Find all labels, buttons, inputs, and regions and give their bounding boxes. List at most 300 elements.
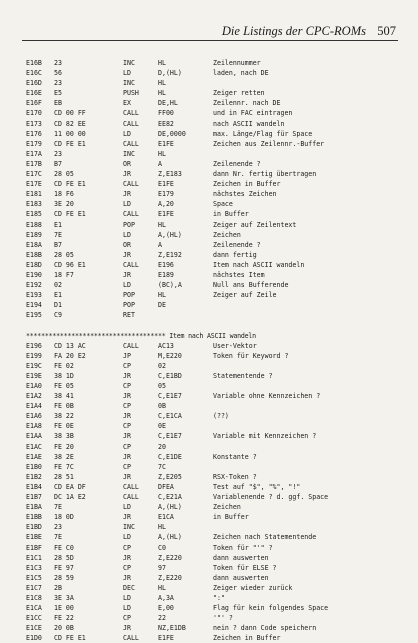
mnemonic: CP <box>123 614 131 623</box>
listing-line <box>26 260 401 270</box>
operand: Z,E220 <box>158 573 182 582</box>
comment: Variable mit Kennzeichen ? <box>213 432 317 441</box>
comment: Item nach ASCII wandeln <box>213 260 305 269</box>
opcode-bytes: 3E 3A <box>54 593 74 602</box>
mnemonic: CP <box>123 462 131 471</box>
listing-line <box>26 300 401 310</box>
address: E1A0 <box>26 382 42 390</box>
comment: nach ASCII wandeln <box>213 119 285 128</box>
opcode-bytes: 1E 00 <box>54 604 74 613</box>
address: E1C5 <box>26 573 42 582</box>
listing-line <box>26 240 401 250</box>
opcode-bytes: 38 3B <box>54 432 74 441</box>
opcode-bytes: FE C0 <box>54 543 74 552</box>
listing-line <box>26 361 401 371</box>
listing-line <box>26 220 401 230</box>
comment: Zeichen nach Statementende <box>213 533 317 542</box>
listing-line <box>26 351 401 361</box>
opcode-bytes: EB <box>54 99 62 108</box>
address: E1CE <box>26 624 42 633</box>
address: E17B <box>26 159 42 168</box>
listing-line <box>26 391 401 401</box>
comment: max. Länge/Flag für Space <box>213 129 313 138</box>
mnemonic: JR <box>123 392 131 401</box>
opcode-bytes: D1 <box>54 301 62 310</box>
operand: A <box>158 240 162 249</box>
operand: E1FE <box>158 634 174 643</box>
comment: Zeiger wieder zurück <box>213 583 293 592</box>
mnemonic: CALL <box>123 139 139 148</box>
opcode-bytes: CD 13 AC <box>54 341 86 350</box>
listing-line <box>26 88 401 98</box>
mnemonic: INC <box>123 59 135 67</box>
listing-line <box>26 512 401 522</box>
listing-line <box>26 189 401 199</box>
address: E16F <box>26 99 42 108</box>
operand: 0B <box>158 402 166 411</box>
comment: Zeilenende ? <box>213 159 261 168</box>
address: E1A4 <box>26 402 42 411</box>
section-title: ************************************* Item nach ASCII wandeln <box>26 331 256 340</box>
address: E194 <box>26 301 42 310</box>
opcode-bytes: CD FE E1 <box>54 634 86 643</box>
address: E1A8 <box>26 422 42 431</box>
opcode-bytes: 3E 20 <box>54 200 74 209</box>
listing-line <box>26 179 401 189</box>
listing-line <box>26 472 401 482</box>
operand: E1FE <box>158 180 174 189</box>
mnemonic: LD <box>123 129 131 138</box>
comment: Variablenende ? d. ggf. Space <box>213 493 329 502</box>
opcode-bytes: FE 7C <box>54 462 74 471</box>
comment: Statementende ? <box>213 371 273 380</box>
page-header <box>22 22 398 41</box>
mnemonic: INC <box>123 523 135 532</box>
mnemonic: CALL <box>123 482 139 491</box>
mnemonic: CALL <box>123 260 139 269</box>
address: E17C <box>26 170 42 179</box>
opcode-bytes: E5 <box>54 89 62 98</box>
address: E1AC <box>26 442 42 451</box>
mnemonic: OR <box>123 159 131 168</box>
mnemonic: CALL <box>123 210 139 219</box>
mnemonic: POP <box>123 220 135 229</box>
mnemonic: JR <box>123 412 131 421</box>
comment: Zeilenende ? <box>213 240 261 249</box>
mnemonic: JR <box>123 270 131 279</box>
comment: und in FAC eintragen <box>213 109 293 118</box>
page-number: 507 <box>377 24 396 38</box>
comment: in Buffer <box>213 210 249 219</box>
operand: AC13 <box>158 341 174 350</box>
section-separator <box>26 331 401 341</box>
listing-line <box>26 623 401 633</box>
comment: Zeichen in Buffer <box>213 180 281 189</box>
opcode-bytes: 2B <box>54 583 62 592</box>
address: E16B <box>26 59 42 67</box>
mnemonic: CP <box>123 543 131 552</box>
comment: Token für ELSE ? <box>213 563 277 572</box>
operand: DE <box>158 301 166 310</box>
comment: dann fertig <box>213 250 257 259</box>
operand: C,E21A <box>158 493 182 502</box>
mnemonic: LD <box>123 503 131 512</box>
opcode-bytes: 28 59 <box>54 573 74 582</box>
address: E1A2 <box>26 392 42 401</box>
mnemonic: JR <box>123 472 131 481</box>
address: E1B2 <box>26 472 42 481</box>
opcode-bytes: E1 <box>54 220 62 229</box>
mnemonic: CALL <box>123 634 139 643</box>
opcode-bytes: 56 <box>54 69 62 78</box>
comment: nächstes Zeichen <box>213 190 277 199</box>
opcode-bytes: 02 <box>54 281 62 290</box>
address: E1BD <box>26 523 42 532</box>
running-title: Die Listings der CPC-ROMs <box>221 24 366 38</box>
comment: Zeichen aus Zeilennr.-Buffer <box>213 139 325 148</box>
comment: Zeiger auf Zeile <box>213 291 277 300</box>
address: E170 <box>26 109 42 118</box>
operand: 97 <box>158 563 166 572</box>
address: E1C8 <box>26 593 42 602</box>
operand: 7C <box>158 462 166 471</box>
operand: HL <box>158 523 166 532</box>
opcode-bytes: 11 00 00 <box>54 129 86 138</box>
operand: DE,0000 <box>158 129 186 138</box>
listing-line <box>26 563 401 573</box>
operand: DE,HL <box>158 99 178 108</box>
comment: Test auf "$", "%", "!" <box>213 482 301 491</box>
mnemonic: POP <box>123 291 135 300</box>
opcode-bytes: FE 20 <box>54 442 74 451</box>
address: E176 <box>26 129 42 138</box>
operand: EE82 <box>158 119 174 128</box>
listing-line <box>26 371 401 381</box>
address: E1D0 <box>26 634 42 643</box>
opcode-bytes: FE 22 <box>54 614 74 623</box>
mnemonic: LD <box>123 593 131 602</box>
opcode-bytes: CD FE E1 <box>54 210 86 219</box>
address: E1A6 <box>26 412 42 421</box>
operand: C,E1E7 <box>158 432 182 441</box>
address: E1CA <box>26 604 42 613</box>
comment: Zeilennr. nach DE <box>213 99 281 108</box>
listing-line <box>26 58 401 68</box>
comment: (??) <box>213 412 229 421</box>
comment: Zeichen <box>213 503 241 512</box>
operand: E189 <box>158 270 174 279</box>
listing-line <box>26 250 401 260</box>
mnemonic: OR <box>123 240 131 249</box>
operand: C,E1DE <box>158 452 182 461</box>
listing-line <box>26 411 401 421</box>
opcode-bytes: FE 05 <box>54 382 74 390</box>
address: E1C1 <box>26 553 42 562</box>
opcode-bytes: 28 51 <box>54 472 74 481</box>
mnemonic: RET <box>123 311 135 320</box>
opcode-bytes: FE 0E <box>54 422 74 431</box>
operand: 0E <box>158 422 166 431</box>
comment: Zeichen in Buffer <box>213 634 281 643</box>
operand: Z,E183 <box>158 170 182 179</box>
listing-line <box>26 149 401 159</box>
mnemonic: CALL <box>123 180 139 189</box>
comment: '"' ? <box>213 614 233 623</box>
address: E1BB <box>26 513 42 522</box>
operand: (BC),A <box>158 281 182 290</box>
address: E18D <box>26 260 42 269</box>
operand: HL <box>158 220 166 229</box>
opcode-bytes: 18 0D <box>54 513 74 522</box>
opcode-bytes: 7E <box>54 230 62 239</box>
address: E1BE <box>26 533 42 542</box>
comment: Zeiger auf Zeilentext <box>213 220 297 229</box>
address: E18B <box>26 250 42 259</box>
operand: E1FE <box>158 139 174 148</box>
opcode-bytes: 7E <box>54 533 62 542</box>
opcode-bytes: 23 <box>54 523 62 532</box>
listing-line <box>26 421 401 431</box>
mnemonic: JP <box>123 351 131 360</box>
opcode-bytes: CD FE E1 <box>54 139 86 148</box>
opcode-bytes: CD FE E1 <box>54 180 86 189</box>
listing-line <box>26 270 401 280</box>
opcode-bytes: FE 02 <box>54 361 74 370</box>
opcode-bytes: 28 05 <box>54 170 74 179</box>
listing-line <box>26 593 401 603</box>
listing-line <box>26 573 401 583</box>
listing-line <box>26 230 401 240</box>
address: E173 <box>26 119 42 128</box>
address: E1CC <box>26 614 42 623</box>
mnemonic: LD <box>123 533 131 542</box>
mnemonic: JR <box>123 624 131 633</box>
operand: A,(HL) <box>158 503 182 512</box>
opcode-bytes: E1 <box>54 291 62 300</box>
opcode-bytes: FA 20 E2 <box>54 351 86 360</box>
listing-line <box>26 532 401 542</box>
comment: RSX-Token ? <box>213 472 257 481</box>
address: E193 <box>26 291 42 300</box>
mnemonic: JR <box>123 513 131 522</box>
mnemonic: JR <box>123 432 131 441</box>
address: E185 <box>26 210 42 219</box>
address: E19E <box>26 371 42 380</box>
comment: laden, nach DE <box>213 69 269 78</box>
listing-line <box>26 401 401 411</box>
comment: ":" <box>213 593 225 602</box>
listing-line <box>26 341 401 351</box>
operand: C,E1E7 <box>158 392 182 401</box>
operand: HL <box>158 89 166 98</box>
address: E181 <box>26 190 42 199</box>
listing-line <box>26 633 401 643</box>
mnemonic: CP <box>123 361 131 370</box>
listing-line <box>26 108 401 118</box>
operand: HL <box>158 149 166 158</box>
listing-line <box>26 98 401 108</box>
address: E17A <box>26 149 42 158</box>
comment: Space <box>213 200 233 209</box>
mnemonic: CP <box>123 563 131 572</box>
listing-line <box>26 381 401 391</box>
address: E1C7 <box>26 583 42 592</box>
opcode-bytes: 38 2E <box>54 452 74 461</box>
comment: nein ? dann Code speichern <box>213 624 317 633</box>
address: E192 <box>26 281 42 290</box>
mnemonic: JR <box>123 573 131 582</box>
operand: Z,E220 <box>158 553 182 562</box>
listing-line <box>26 199 401 209</box>
blank-line <box>26 320 401 330</box>
operand: Z,E192 <box>158 250 182 259</box>
listing-line <box>26 603 401 613</box>
comment: in Buffer <box>213 513 249 522</box>
address: E16C <box>26 69 42 78</box>
comment: Zeichen <box>213 230 241 239</box>
listing-line <box>26 280 401 290</box>
listing-line <box>26 442 401 452</box>
opcode-bytes: 38 41 <box>54 392 74 401</box>
operand: 02 <box>158 361 166 370</box>
address: E179 <box>26 139 42 148</box>
address: E1AA <box>26 432 42 441</box>
listing-line <box>26 119 401 129</box>
listing-line <box>26 129 401 139</box>
address: E195 <box>26 311 42 320</box>
address: E1BF <box>26 543 42 552</box>
opcode-bytes: 28 5D <box>54 553 74 562</box>
operand: 20 <box>158 442 166 451</box>
listing-line <box>26 310 401 320</box>
mnemonic: POP <box>123 301 135 310</box>
listing-line <box>26 139 401 149</box>
mnemonic: INC <box>123 79 135 88</box>
mnemonic: INC <box>123 149 135 158</box>
mnemonic: JR <box>123 553 131 562</box>
opcode-bytes: 28 05 <box>54 250 74 259</box>
opcode-bytes: 23 <box>54 79 62 88</box>
comment: dann auswerten <box>213 553 269 562</box>
comment: Zeiger retten <box>213 89 265 98</box>
address: E196 <box>26 341 42 350</box>
address: E190 <box>26 270 42 279</box>
opcode-bytes: 23 <box>54 59 62 67</box>
address: E16E <box>26 89 42 98</box>
comment: Variable ohne Kennzeichen ? <box>213 392 321 401</box>
mnemonic: CP <box>123 422 131 431</box>
comment: nächstes Item <box>213 270 265 279</box>
opcode-bytes: 18 F7 <box>54 270 74 279</box>
mnemonic: CP <box>123 382 131 390</box>
comment: Zeilennummer <box>213 59 261 67</box>
listing-line <box>26 492 401 502</box>
operand: HL <box>158 59 166 67</box>
operand: E179 <box>158 190 174 199</box>
address: E189 <box>26 230 42 239</box>
operand: C,E1CA <box>158 412 182 421</box>
opcode-bytes: B7 <box>54 159 62 168</box>
operand: E196 <box>158 260 174 269</box>
listing-line <box>26 482 401 492</box>
operand: FF00 <box>158 109 174 118</box>
mnemonic: JR <box>123 190 131 199</box>
comment: Token für Keyword ? <box>213 351 289 360</box>
comment: Konstante ? <box>213 452 257 461</box>
listing-line <box>26 522 401 532</box>
operand: 05 <box>158 382 166 390</box>
address: E188 <box>26 220 42 229</box>
mnemonic: DEC <box>123 583 135 592</box>
comment: dann auswerten <box>213 573 269 582</box>
operand: NZ,E1DB <box>158 624 186 633</box>
comment: Flag für kein folgendes Space <box>213 604 329 613</box>
opcode-bytes: 23 <box>54 149 62 158</box>
operand: E,00 <box>158 604 174 613</box>
mnemonic: CP <box>123 442 131 451</box>
operand: C0 <box>158 543 166 552</box>
listing-line <box>26 290 401 300</box>
operand: A,(HL) <box>158 230 182 239</box>
comment: User-Vektor <box>213 341 257 350</box>
mnemonic: JR <box>123 170 131 179</box>
opcode-bytes: CD 00 FF <box>54 109 86 118</box>
mnemonic: CALL <box>123 341 139 350</box>
listing-line <box>26 583 401 593</box>
comment: dann Nr. fertig übertragen <box>213 170 317 179</box>
opcode-bytes: FE 0B <box>54 402 74 411</box>
listing-line <box>26 613 401 623</box>
listing-line <box>26 431 401 441</box>
comment: Token für "'" ? <box>213 543 273 552</box>
opcode-bytes: 7E <box>54 503 62 512</box>
comment: Null ans Bufferende <box>213 281 289 290</box>
address: E1B7 <box>26 493 42 502</box>
mnemonic: CALL <box>123 109 139 118</box>
opcode-bytes: CD EA DF <box>54 482 86 491</box>
operand: 22 <box>158 614 166 623</box>
opcode-bytes: DC 1A E2 <box>54 493 86 502</box>
operand: HL <box>158 79 166 88</box>
listing-line <box>26 68 401 78</box>
address: E1B0 <box>26 462 42 471</box>
listing-line <box>26 159 401 169</box>
listing-line <box>26 452 401 462</box>
assembly-listing <box>26 58 401 643</box>
opcode-bytes: 38 22 <box>54 412 74 421</box>
mnemonic: LD <box>123 200 131 209</box>
opcode-bytes: 18 F6 <box>54 190 74 199</box>
mnemonic: CP <box>123 402 131 411</box>
mnemonic: LD <box>123 604 131 613</box>
listing-line <box>26 543 401 553</box>
opcode-bytes: CD 96 E1 <box>54 260 86 269</box>
opcode-bytes: 20 0B <box>54 624 74 633</box>
address: E1C3 <box>26 563 42 572</box>
operand: A,20 <box>158 200 174 209</box>
mnemonic: LD <box>123 281 131 290</box>
listing-line <box>26 502 401 512</box>
opcode-bytes: C9 <box>54 311 62 320</box>
address: E19C <box>26 361 42 370</box>
address: E17E <box>26 180 42 189</box>
operand: D,(HL) <box>158 69 182 78</box>
operand: E1FE <box>158 210 174 219</box>
listing-line <box>26 169 401 179</box>
operand: HL <box>158 291 166 300</box>
operand: M,E220 <box>158 351 182 360</box>
opcode-bytes: FE 97 <box>54 563 74 572</box>
